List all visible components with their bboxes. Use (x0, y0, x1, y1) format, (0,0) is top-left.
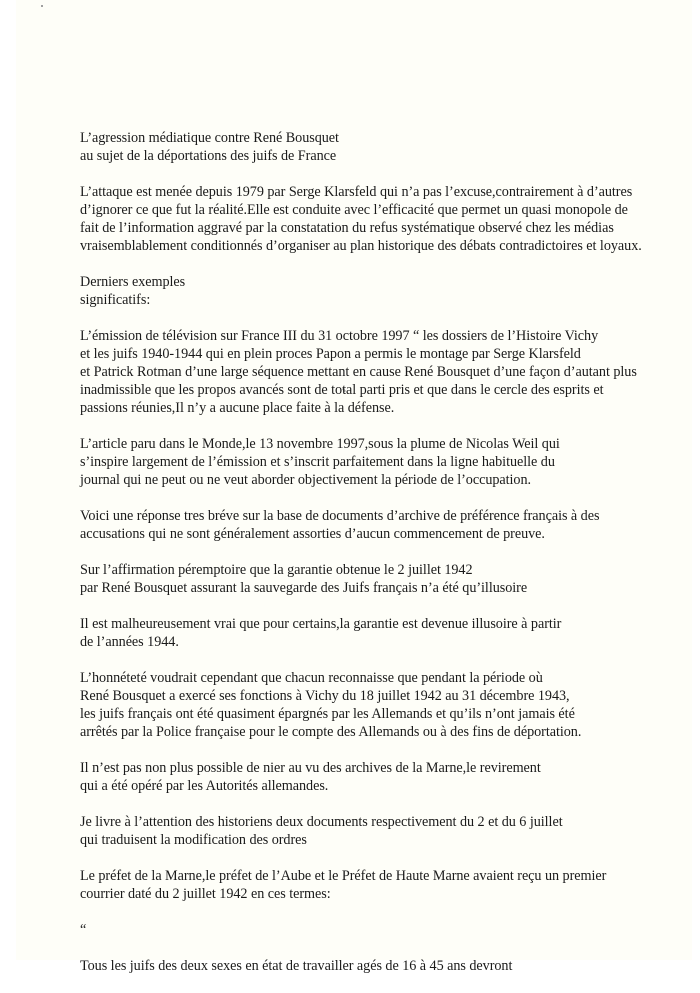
scan-speck (41, 5, 43, 7)
paragraph (80, 273, 690, 309)
text-line: Tous les juifs des deux sexes en état de travailler agés de 16 à 45 ans devront (80, 958, 513, 974)
text-line: arrêtés par la Police française pour le compte des Allemands ou à des fins de déportation. (80, 724, 582, 740)
text-line: s’inspire largement de l’émission et s’inscrit parfaitement dans la ligne habituelle du (80, 454, 555, 470)
text-line: Il n’est pas non plus possible de nier au vu des archives de la Marne,le revirement (80, 760, 541, 776)
text-line: Derniers exemples (80, 274, 186, 290)
text-line: de l’années 1944. (80, 634, 179, 650)
text-line: accusations qui ne sont généralement assorties d’aucun commencement de preuve. (80, 526, 545, 542)
paragraph (80, 561, 690, 597)
text-line: René Bousquet a exercé ses fonctions à Vichy du 18 juillet 1942 au 31 décembre 1943, (80, 688, 570, 704)
paragraphs (80, 183, 690, 975)
text-line: Il est malheureusement vrai que pour certains,la garantie est devenue illusoire à partir (80, 616, 562, 632)
text-line: journal qui ne peut ou ne veut aborder objectivement la période de l’occupation. (80, 472, 532, 488)
paragraph (80, 957, 690, 975)
text-line: courrier daté du 2 juillet 1942 en ces termes: (80, 886, 331, 902)
text-line: qui a été opéré par les Autorités allemandes. (80, 778, 329, 794)
text-line: d’ignorer ce que fut la réalité.Elle est conduite avec l’efficacité que permet un quasi monopole de (80, 202, 628, 218)
paragraph (80, 759, 690, 795)
text-line: L’honnéteté voudrait cependant que chacun reconnaisse que pendant la période où (80, 670, 543, 686)
document-title (80, 129, 690, 165)
text-line: L’attaque est menée depuis 1979 par Serge Klarsfeld qui n’a pas l’excuse,contrairement à d’autres (80, 184, 633, 200)
paragraph (80, 435, 690, 489)
text-line: L’article paru dans le Monde,le 13 novembre 1997,sous la plume de Nicolas Weil qui (80, 436, 560, 452)
text-line: et Patrick Rotman d’une large séquence mettant en cause René Bousquet d’une façon d’autant plus (80, 364, 637, 380)
paragraph (80, 327, 690, 417)
document-body (80, 129, 690, 993)
text-line: Sur l’affirmation péremptoire que la garantie obtenue le 2 juillet 1942 (80, 562, 473, 578)
text-line: inadmissible que les propos avancés sont de total parti pris et que dans le cercle des esprits et (80, 382, 604, 398)
text-line: vraisemblablement conditionnés d’organiser au plan historique des débats contradictoires et loyaux. (80, 238, 642, 254)
text-line: les juifs français ont été quasiment épargnés par les Allemands et qu’ils n’ont jamais été (80, 706, 575, 722)
text-line: passions réunies,Il n’y a aucune place faite à la défense. (80, 400, 395, 416)
text-line: par René Bousquet assurant la sauvegarde des Juifs français n’a été qu’illusoire (80, 580, 528, 596)
paragraph (80, 813, 690, 849)
text-line: Je livre à l’attention des historiens deux documents respectivement du 2 et du 6 juillet (80, 814, 563, 830)
paragraph (80, 867, 690, 903)
text-line: fait de l’information aggravé par la constatation du refus systématique observé chez les médias (80, 220, 614, 236)
title-line: L’agression médiatique contre René Bousquet (80, 130, 339, 146)
title-line: au sujet de la déportations des juifs de France (80, 148, 337, 164)
text-line: “ (80, 922, 87, 938)
text-line: L’émission de télévision sur France III du 31 octobre 1997 “ les dossiers de l’Histoire Vichy (80, 328, 599, 344)
paragraph (80, 669, 690, 741)
text-line: Le préfet de la Marne,le préfet de l’Aube et le Préfet de Haute Marne avaient reçu un premier (80, 868, 607, 884)
paragraph (80, 615, 690, 651)
text-line: significatifs: (80, 292, 151, 308)
paragraph (80, 921, 690, 939)
text-line: et les juifs 1940-1944 qui en plein proces Papon a permis le montage par Serge Klarsfeld (80, 346, 581, 362)
paragraph (80, 183, 690, 255)
paragraph (80, 507, 690, 543)
text-line: qui traduisent la modification des ordres (80, 832, 307, 848)
text-line: Voici une réponse tres bréve sur la base de documents d’archive de préférence français à des (80, 508, 600, 524)
